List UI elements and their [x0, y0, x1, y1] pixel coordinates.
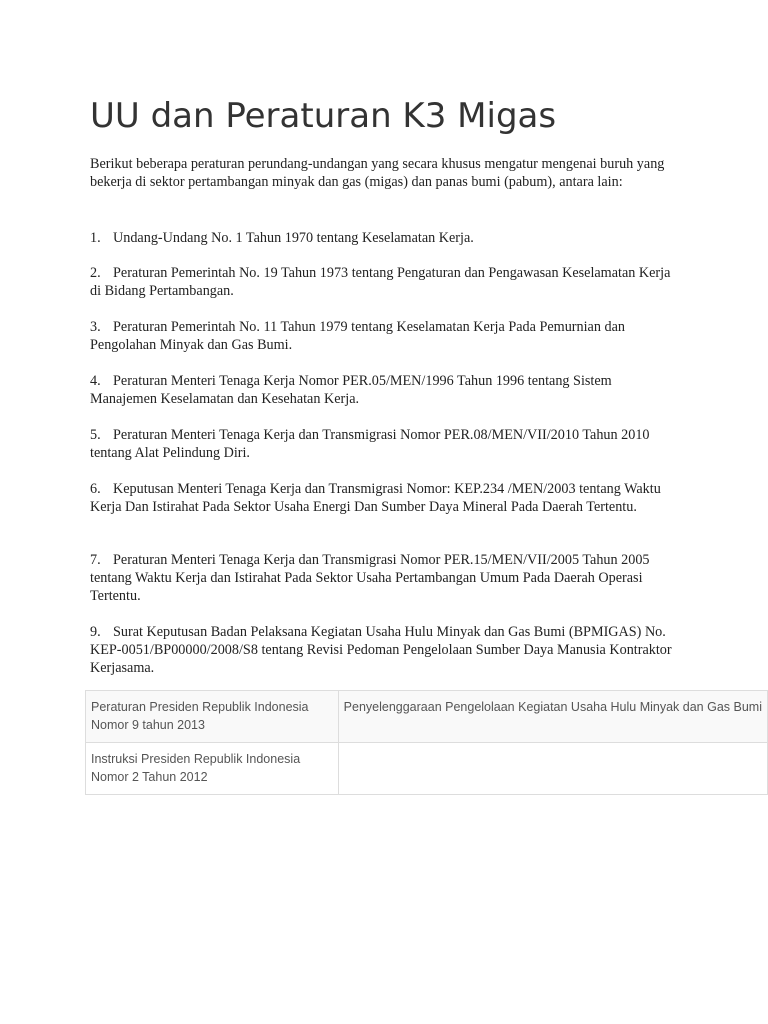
intro-paragraph: Berikut beberapa peraturan perundang-undangan yang secara khusus mengatur mengenai buruh yang bekerja di sektor pertambangan minyak dan gas (migas) dan panas bumi (pabum), antara lain: [90, 156, 665, 190]
table-row [86, 691, 768, 743]
regulation-text: Peraturan Menteri Tenaga Kerja dan Transmigrasi Nomor PER.08/MEN/VII/2010 Tahun 2010 tentang Alat Pelindung Diri. [90, 427, 650, 461]
regulation-item [90, 551, 680, 605]
regulation-number: 5. [90, 427, 101, 443]
page-title: UU dan Peraturan K3 Migas [90, 96, 557, 136]
regulation-number: 2. [90, 265, 101, 281]
regulation-text: Peraturan Menteri Tenaga Kerja dan Transmigrasi Nomor PER.15/MEN/VII/2005 Tahun 2005 tentang Waktu Kerja dan Istirahat Pada Sektor Usaha Pertambangan Umum Pada Daerah Operasi Tertentu. [90, 552, 650, 604]
table-row [86, 743, 768, 795]
regulation-number: 6. [90, 481, 101, 497]
regulations-table [85, 690, 768, 795]
regulation-item [90, 229, 680, 247]
regulation-text: Undang-Undang No. 1 Tahun 1970 tentang Keselamatan Kerja. [113, 230, 474, 246]
regulation-item [90, 426, 680, 462]
table-cell-regulation: Peraturan Presiden Republik Indonesia Nomor 9 tahun 2013 [86, 691, 339, 743]
regulation-number: 3. [90, 319, 101, 335]
regulation-number: 4. [90, 373, 101, 389]
regulation-text: Peraturan Pemerintah No. 19 Tahun 1973 tentang Pengaturan dan Pengawasan Keselamatan Kerja di Bidang Pertambangan. [90, 265, 671, 299]
regulation-text: Peraturan Pemerintah No. 11 Tahun 1979 tentang Keselamatan Kerja Pada Pemurnian dan Pengolahan Minyak dan Gas Bumi. [90, 319, 625, 353]
regulation-text: Surat Keputusan Badan Pelaksana Kegiatan Usaha Hulu Minyak dan Gas Bumi (BPMIGAS) No. KEP-0051/BP00000/2008/S8 tentang Revisi Pedoman Pengelolaan Sumber Daya Manusia Kontraktor Kerjasama. [90, 624, 672, 676]
regulation-item [90, 623, 680, 677]
table-cell-regulation: Instruksi Presiden Republik Indonesia Nomor 2 Tahun 2012 [86, 743, 339, 795]
regulation-item [90, 480, 680, 516]
regulation-item [90, 372, 680, 408]
regulation-item [90, 318, 680, 354]
regulation-text: Keputusan Menteri Tenaga Kerja dan Transmigrasi Nomor: KEP.234 /MEN/2003 tentang Waktu Kerja Dan Istirahat Pada Sektor Usaha Energi Dan Sumber Daya Mineral Pada Daerah Tertentu. [90, 481, 661, 515]
regulation-number: 9. [90, 624, 101, 640]
regulation-number: 1. [90, 230, 101, 246]
table-cell-subject: Penyelenggaraan Pengelolaan Kegiatan Usaha Hulu Minyak dan Gas Bumi [338, 691, 767, 743]
table-cell-subject [338, 743, 767, 795]
regulation-text: Peraturan Menteri Tenaga Kerja Nomor PER.05/MEN/1996 Tahun 1996 tentang Sistem Manajemen Keselamatan dan Kesehatan Kerja. [90, 373, 612, 407]
regulation-item [90, 264, 680, 300]
regulation-number: 7. [90, 552, 101, 568]
